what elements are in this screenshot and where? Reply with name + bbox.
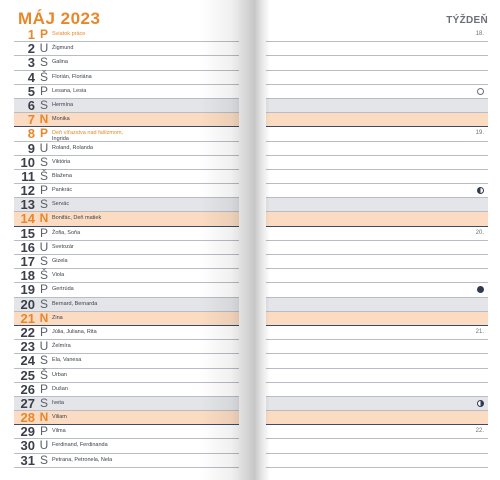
day-row [14, 99, 239, 113]
note-line[interactable] [266, 156, 488, 170]
day-of-week-letter: S [39, 353, 48, 368]
day-of-week-letter: S [39, 452, 48, 467]
day-of-week-letter: S [39, 395, 48, 410]
day-number: 9 [27, 140, 35, 156]
day-row [14, 198, 239, 212]
day-of-week-letter: P [39, 381, 48, 396]
week-number: 22. [475, 428, 484, 435]
note-line[interactable] [266, 241, 488, 255]
name-day-text: Servác [52, 201, 70, 208]
name-day [52, 230, 80, 236]
day-number: 24 [20, 353, 35, 369]
day-of-week-letter: N [39, 310, 49, 325]
name-day [52, 59, 68, 65]
note-line[interactable] [266, 227, 488, 241]
day-row [14, 411, 239, 425]
note-line[interactable] [266, 212, 488, 226]
day-row [14, 312, 239, 326]
name-day [52, 187, 72, 193]
day-of-week-letter: S [39, 197, 48, 212]
week-header: TÝŽDEŇ [446, 15, 488, 26]
name-day [52, 258, 68, 264]
day-row [14, 298, 239, 312]
day-row [14, 227, 239, 241]
note-line[interactable] [266, 439, 488, 453]
name-day [52, 215, 101, 221]
note-line[interactable] [266, 28, 488, 42]
name-day [52, 343, 71, 349]
day-number: 7 [27, 112, 35, 128]
day-number: 8 [27, 126, 35, 142]
note-line[interactable] [266, 269, 488, 283]
moon-phase-icon [477, 286, 484, 293]
name-day-text: Viola [52, 272, 65, 279]
note-line[interactable] [266, 56, 488, 70]
name-day-text: Želmíra [52, 343, 71, 350]
day-of-week-letter: N [39, 112, 49, 127]
day-of-week-letter: U [39, 339, 49, 354]
name-day [52, 272, 64, 278]
name-day-text: Júlia, Juliana, Rita [52, 328, 97, 335]
day-of-week-letter: S [39, 97, 48, 112]
day-number: 12 [20, 183, 35, 199]
name-day-text: Gertrúda [52, 286, 74, 293]
moon-phase-icon [477, 187, 484, 194]
day-row [14, 42, 239, 56]
week-number: 21. [475, 328, 484, 335]
name-day [52, 74, 92, 80]
day-of-week-letter: P [39, 424, 48, 439]
name-day-text: Urban [52, 371, 67, 378]
name-day [52, 357, 81, 363]
day-row [14, 184, 239, 198]
note-line[interactable] [266, 71, 488, 85]
name-day [52, 201, 69, 207]
day-row [14, 142, 239, 156]
day-row [14, 127, 239, 141]
name-day-text: Viktória [52, 158, 71, 165]
name-day-text: Žigmund [52, 45, 74, 52]
name-day [52, 244, 74, 250]
note-line[interactable] [266, 198, 488, 212]
day-of-week-letter: P [39, 324, 48, 339]
name-day-text: Bernard, Bernarda [52, 300, 98, 307]
day-number: 2 [27, 41, 35, 57]
day-number: 20 [20, 296, 35, 312]
name-day [52, 457, 112, 463]
day-row [14, 212, 239, 226]
name-day-text: Ingrida [52, 136, 69, 143]
note-line[interactable] [266, 454, 488, 468]
note-line[interactable] [266, 326, 488, 340]
day-row [14, 156, 239, 170]
name-day [52, 386, 68, 392]
name-day-text: Florián, Floriána [52, 73, 92, 80]
name-day [52, 414, 67, 420]
day-row [14, 454, 239, 468]
day-of-week-letter: U [39, 140, 49, 155]
day-number: 23 [20, 339, 35, 355]
name-day-text: Vilma [52, 428, 66, 435]
day-of-week-letter: S [39, 254, 48, 268]
name-day-text: Ferdinand, Ferdinanda [52, 442, 108, 449]
note-line[interactable] [266, 142, 488, 156]
day-row [14, 397, 239, 411]
day-number: 17 [20, 254, 35, 269]
day-number: 1 [27, 27, 35, 42]
day-row [14, 439, 239, 453]
day-of-week-letter: S [39, 55, 48, 70]
day-row [14, 28, 239, 42]
day-row [14, 113, 239, 127]
day-of-week-letter: N [39, 410, 49, 425]
note-line[interactable] [266, 184, 488, 198]
name-day [52, 130, 123, 142]
holiday-label: Sviatok práce [52, 31, 86, 37]
name-day-text: Pankrác [52, 187, 73, 194]
day-number: 6 [27, 97, 35, 113]
note-line[interactable] [266, 369, 488, 383]
note-line[interactable] [266, 411, 488, 425]
note-line[interactable] [266, 397, 488, 411]
name-day [52, 286, 74, 292]
day-of-week-letter: Š [39, 268, 48, 283]
note-line[interactable] [266, 113, 488, 127]
notes-list [266, 28, 488, 468]
day-of-week-letter: S [39, 154, 48, 169]
name-day [52, 159, 70, 165]
name-day-text: Monika [52, 116, 70, 123]
day-row [14, 283, 239, 297]
note-line[interactable] [266, 283, 488, 297]
day-number: 31 [20, 452, 35, 468]
day-number: 5 [27, 83, 35, 99]
day-of-week-letter: P [39, 282, 48, 297]
name-day [52, 31, 85, 37]
day-of-week-letter: P [39, 225, 48, 240]
day-list [14, 28, 239, 468]
name-day [52, 173, 72, 179]
day-number: 29 [20, 424, 35, 440]
name-day [52, 315, 63, 321]
day-of-week-letter: P [39, 126, 48, 141]
day-number: 28 [20, 410, 35, 426]
name-day-text: Bonifác, Deň matiek [52, 215, 102, 222]
day-row [14, 85, 239, 99]
note-line[interactable] [266, 298, 488, 312]
name-day [52, 145, 93, 151]
day-number: 13 [20, 197, 35, 213]
day-of-week-letter: P [39, 183, 48, 198]
name-day-text: Hermína [52, 101, 74, 108]
name-day-text: Žofia, Soňa [52, 229, 81, 236]
name-day [52, 102, 73, 108]
day-number: 11 [21, 168, 35, 184]
name-day-text: Viliam [52, 414, 67, 421]
day-row [14, 170, 239, 184]
note-line[interactable] [266, 127, 488, 141]
week-number: 19. [475, 130, 484, 137]
day-of-week-letter: Š [39, 69, 48, 84]
name-day-text: Roland, Rolanda [52, 144, 93, 151]
day-number: 14 [20, 211, 35, 227]
name-day [52, 45, 73, 51]
day-row [14, 241, 239, 255]
day-number: 30 [20, 438, 35, 454]
name-day [52, 442, 108, 448]
holiday-label: Deň víťazstva nad fašizmom, [52, 130, 124, 137]
name-day-text: Lesana, Lesia [52, 87, 87, 94]
name-day-text: Ela, Vanesa [52, 357, 82, 364]
name-day [52, 428, 66, 434]
day-of-week-letter: S [39, 296, 48, 311]
day-number: 26 [20, 381, 35, 397]
day-number: 19 [20, 282, 35, 298]
name-day-text: Iveta [52, 399, 64, 406]
name-day-text: Svetozár [52, 243, 74, 250]
name-day [52, 372, 67, 378]
day-number: 25 [20, 367, 35, 383]
day-row [14, 425, 239, 439]
day-number: 21 [20, 310, 35, 326]
day-row [14, 56, 239, 70]
name-day [52, 116, 70, 122]
day-number: 18 [20, 268, 35, 284]
right-page [258, 0, 500, 480]
day-row [14, 326, 239, 340]
day-of-week-letter: U [39, 41, 49, 56]
name-day-text: Dušan [52, 385, 68, 392]
note-line[interactable] [266, 354, 488, 368]
note-line[interactable] [266, 170, 488, 184]
week-number: 18. [475, 31, 484, 37]
week-number: 20. [475, 229, 484, 236]
day-row [14, 340, 239, 354]
day-number: 27 [20, 395, 35, 411]
name-day [52, 301, 97, 307]
month-title: MÁJ 2023 [18, 9, 101, 28]
day-of-week-letter: Š [39, 168, 48, 183]
name-day-text: Petrana, Petronela, Nela [52, 456, 113, 463]
note-line[interactable] [266, 42, 488, 56]
day-number: 22 [20, 324, 35, 340]
note-line[interactable] [266, 85, 488, 99]
day-number: 15 [20, 225, 35, 241]
day-number: 10 [20, 154, 35, 170]
day-row [14, 383, 239, 397]
note-line[interactable] [266, 255, 488, 269]
name-day-text: Galina [52, 59, 68, 66]
day-of-week-letter: U [39, 239, 49, 254]
name-day [52, 88, 86, 94]
note-line[interactable] [266, 383, 488, 397]
day-of-week-letter: N [39, 211, 49, 226]
day-of-week-letter: U [39, 438, 49, 453]
moon-phase-icon [477, 400, 484, 407]
note-line[interactable] [266, 99, 488, 113]
name-day [52, 329, 97, 335]
note-line[interactable] [266, 425, 488, 439]
name-day-text: Zina [52, 314, 63, 321]
day-number: 3 [27, 55, 35, 71]
name-day [52, 400, 64, 406]
note-line[interactable] [266, 312, 488, 326]
day-row [14, 354, 239, 368]
name-day-text: Blažena [52, 172, 72, 179]
day-of-week-letter: P [39, 27, 48, 41]
name-day-text: Gizela [52, 258, 68, 264]
day-number: 16 [20, 239, 35, 255]
day-of-week-letter: Š [39, 367, 48, 382]
day-of-week-letter: P [39, 83, 48, 98]
day-number: 4 [27, 69, 35, 85]
day-row [14, 269, 239, 283]
day-row [14, 71, 239, 85]
day-row [14, 369, 239, 383]
note-line[interactable] [266, 340, 488, 354]
moon-phase-icon [477, 88, 484, 95]
